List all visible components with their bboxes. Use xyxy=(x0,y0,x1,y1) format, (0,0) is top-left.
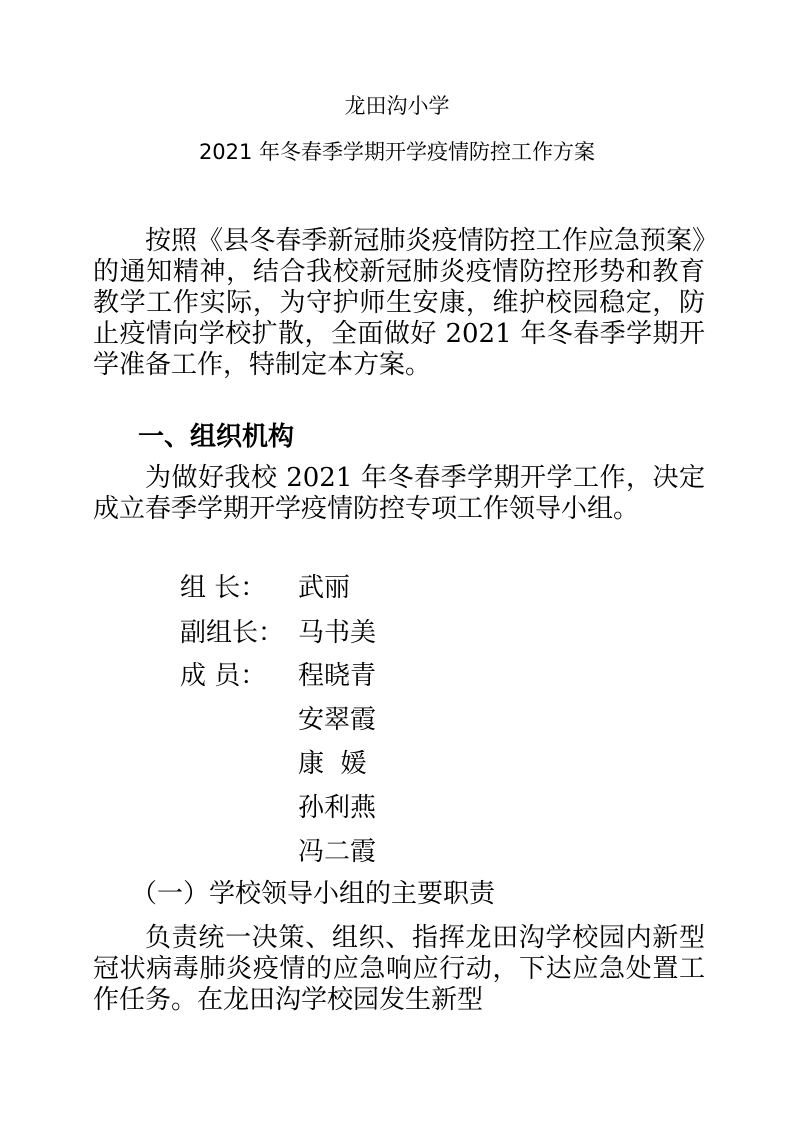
intro-paragraph: 按照《县冬春季新冠肺炎疫情防控工作应急预案》的通知精神，结合我校新冠肺炎疫情防控形势和教育教学工作实际，为守护师生安康，维护校园稳定，防止疫情向学校扩散，全面做好 2021 年冬春季学期开学准备工作，特制定本方案。 xyxy=(93,226,705,380)
members-row xyxy=(180,660,377,692)
organization-paragraph: 为做好我校 2021 年冬春季学期开学工作，决定成立春季学期开学疫情防控专项工作领导小组。 xyxy=(93,463,705,524)
member-name: 康 媛 xyxy=(298,749,367,779)
plan-title: 2021 年冬春季学期开学疫情防控工作方案 xyxy=(198,140,596,164)
deputy-leader-row xyxy=(180,617,377,649)
leader-name: 武丽 xyxy=(298,573,351,603)
school-title: 龙田沟小学 xyxy=(344,94,450,118)
deputy-role-label: 副组长： xyxy=(180,618,285,648)
subsection-heading-duties: （一）学校领导小组的主要职责 xyxy=(131,879,496,909)
leader-row xyxy=(180,572,351,604)
member-name: 孙利燕 xyxy=(298,793,377,823)
deputy-leader-name: 马书美 xyxy=(298,618,377,648)
member-name: 程晓青 xyxy=(298,661,377,691)
duties-paragraph: 负责统一决策、组织、指挥龙田沟学校园内新型冠状病毒肺炎疫情的应急响应行动，下达应急处置工作任务。在龙田沟学校园发生新型 xyxy=(93,923,705,1015)
member-role-label: 成 员： xyxy=(180,661,267,691)
member-name: 冯二霞 xyxy=(298,837,377,867)
leader-role-label: 组 长： xyxy=(180,573,267,603)
section-heading-organization: 一、组织机构 xyxy=(138,422,295,452)
member-name: 安翠霞 xyxy=(298,705,377,735)
